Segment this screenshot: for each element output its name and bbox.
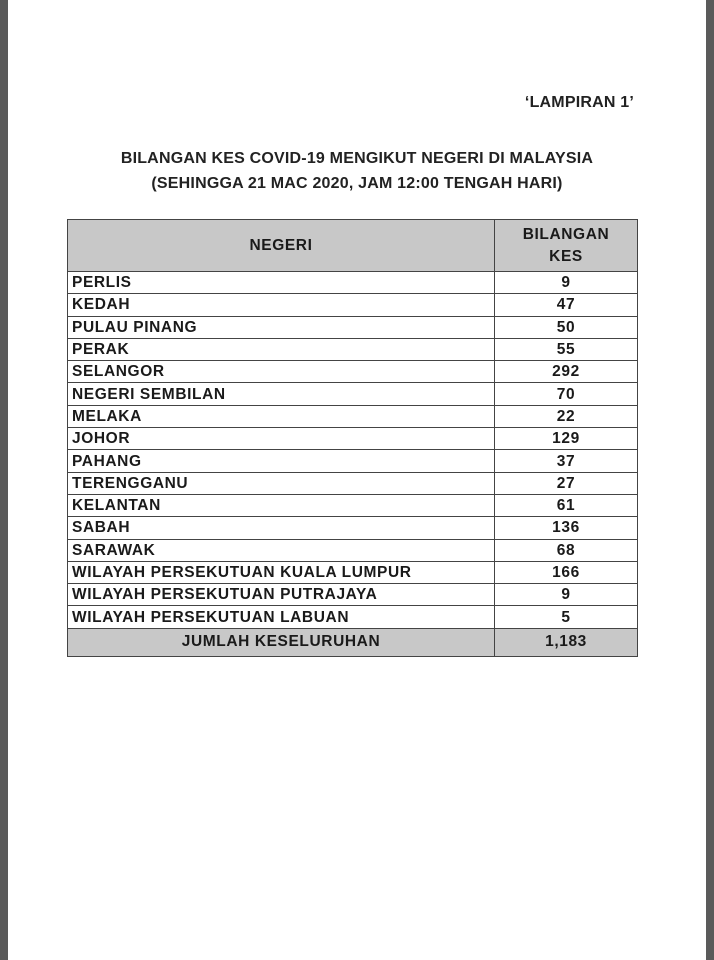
- state-name: WILAYAH PERSEKUTUAN PUTRAJAYA: [68, 584, 495, 606]
- state-name: PERAK: [68, 338, 495, 360]
- header-state: NEGERI: [68, 220, 495, 272]
- table-row: [68, 494, 638, 516]
- case-count: 37: [495, 450, 638, 472]
- cases-table: [67, 219, 638, 657]
- document-title: [8, 146, 706, 196]
- table-row: [68, 316, 638, 338]
- state-name: PULAU PINANG: [68, 316, 495, 338]
- table-row: [68, 606, 638, 628]
- state-name: WILAYAH PERSEKUTUAN KUALA LUMPUR: [68, 561, 495, 583]
- table-row: [68, 539, 638, 561]
- total-count: 1,183: [495, 628, 638, 656]
- case-count: 129: [495, 428, 638, 450]
- case-count: 61: [495, 494, 638, 516]
- table-row: [68, 294, 638, 316]
- case-count: 50: [495, 316, 638, 338]
- table-row: [68, 472, 638, 494]
- state-name: MELAKA: [68, 405, 495, 427]
- table-header-row: [68, 220, 638, 272]
- document-page: [8, 0, 706, 960]
- case-count: 27: [495, 472, 638, 494]
- table-row: [68, 338, 638, 360]
- header-cases: [495, 220, 638, 272]
- state-name: PAHANG: [68, 450, 495, 472]
- table-row: [68, 383, 638, 405]
- case-count: 22: [495, 405, 638, 427]
- case-count: 55: [495, 338, 638, 360]
- header-cases-line-1: BILANGAN: [522, 225, 610, 243]
- state-name: WILAYAH PERSEKUTUAN LABUAN: [68, 606, 495, 628]
- appendix-label: ‘LAMPIRAN 1’: [524, 94, 634, 111]
- case-count: 47: [495, 294, 638, 316]
- state-name: PERLIS: [68, 272, 495, 294]
- header-cases-line-2: KES: [549, 247, 583, 265]
- state-name: KELANTAN: [68, 494, 495, 516]
- case-count: 5: [495, 606, 638, 628]
- case-count: 292: [495, 361, 638, 383]
- state-name: SABAH: [68, 517, 495, 539]
- table-row: [68, 428, 638, 450]
- state-name: SELANGOR: [68, 361, 495, 383]
- table-row: [68, 361, 638, 383]
- table-row: [68, 517, 638, 539]
- table-row: [68, 584, 638, 606]
- case-count: 68: [495, 539, 638, 561]
- table-row: [68, 405, 638, 427]
- title-line-2: (SEHINGGA 21 MAC 2020, JAM 12:00 TENGAH HARI): [151, 175, 563, 192]
- table-row: [68, 272, 638, 294]
- state-name: NEGERI SEMBILAN: [68, 383, 495, 405]
- state-name: JOHOR: [68, 428, 495, 450]
- title-line-1: BILANGAN KES COVID-19 MENGIKUT NEGERI DI MALAYSIA: [120, 150, 594, 167]
- total-row: [68, 628, 638, 656]
- case-count: 9: [495, 584, 638, 606]
- case-count: 136: [495, 517, 638, 539]
- case-count: 166: [495, 561, 638, 583]
- total-label: JUMLAH KESELURUHAN: [68, 628, 495, 656]
- case-count: 70: [495, 383, 638, 405]
- table-row: [68, 450, 638, 472]
- table-row: [68, 561, 638, 583]
- case-count: 9: [495, 272, 638, 294]
- state-name: KEDAH: [68, 294, 495, 316]
- state-name: SARAWAK: [68, 539, 495, 561]
- state-name: TERENGGANU: [68, 472, 495, 494]
